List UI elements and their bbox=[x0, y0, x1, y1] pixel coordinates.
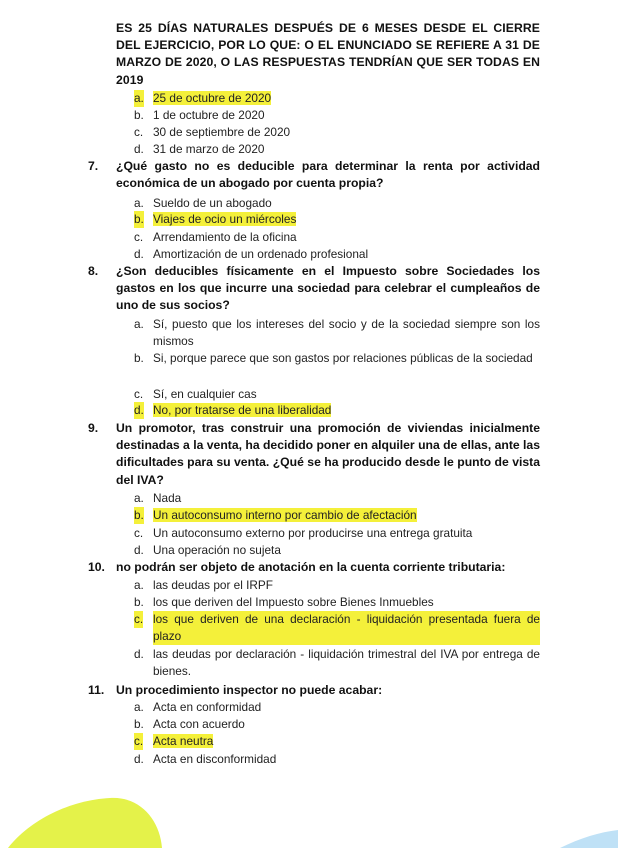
option-text: los que deriven del Impuesto sobre Bienes Inmuebles bbox=[153, 595, 434, 609]
option-letter: c. bbox=[134, 230, 144, 244]
option-letter: a. bbox=[134, 700, 144, 714]
option-letter: b. bbox=[134, 717, 144, 731]
q10-option-d bbox=[134, 646, 540, 680]
option-text: Un autoconsumo interno por cambio de afectación bbox=[153, 508, 417, 522]
question-text: ¿Son deducibles físicamente en el Impuesto sobre Sociedades los gastos en los que incurre una sociedad para celebrar el cumpleaños de uno de sus socios? bbox=[116, 264, 540, 313]
option-text: Sí, en cualquier cas bbox=[153, 387, 257, 401]
q10-option-b bbox=[134, 594, 540, 611]
q9-option-d bbox=[134, 542, 540, 559]
question-text: no podrán ser objeto de anotación en la cuenta corriente tributaria: bbox=[116, 560, 506, 574]
option-letter: c. bbox=[134, 125, 144, 139]
question-text: Un promotor, tras construir una promoción de viviendas inicialmente destinadas a la venta, ha decidido poner en alquiler una de ellas, ante las dificultades para su venta. ¿Qué se ha producido desde le punto de vista del IVA? bbox=[116, 421, 540, 487]
question-9 bbox=[88, 420, 540, 489]
option-text: Nada bbox=[153, 491, 182, 505]
question-number: 8. bbox=[88, 264, 99, 278]
q11-option-c bbox=[134, 733, 540, 750]
option-text: Sueldo de un abogado bbox=[153, 196, 272, 210]
option-letter: d. bbox=[134, 142, 144, 156]
q6-option-b bbox=[134, 107, 540, 124]
option-text: Acta en disconformidad bbox=[153, 752, 277, 766]
option-letter: a. bbox=[134, 317, 144, 331]
q8-option-d bbox=[134, 402, 540, 419]
option-letter: b. bbox=[134, 351, 144, 365]
blue-blob-decoration bbox=[560, 830, 618, 848]
option-letter: c. bbox=[134, 612, 144, 626]
q11-option-b bbox=[134, 716, 540, 733]
question-8 bbox=[88, 263, 540, 315]
decorative-shapes bbox=[0, 780, 618, 848]
q7-option-a bbox=[134, 195, 540, 212]
option-text: las deudas por el IRPF bbox=[153, 578, 273, 592]
option-text: 30 de septiembre de 2020 bbox=[153, 125, 291, 139]
q9-option-b bbox=[134, 507, 540, 524]
option-text: las deudas por declaración - liquidación trimestral del IVA por entrega de bienes. bbox=[153, 647, 540, 678]
option-text: Acta en conformidad bbox=[153, 700, 262, 714]
q6-option-d bbox=[134, 141, 540, 158]
option-letter: a. bbox=[134, 196, 144, 210]
q7-option-b bbox=[134, 211, 540, 228]
q10-option-c bbox=[134, 611, 540, 645]
option-letter: a. bbox=[134, 91, 144, 105]
q9-option-a bbox=[134, 490, 540, 507]
option-letter: b. bbox=[134, 108, 144, 122]
option-letter: d. bbox=[134, 403, 144, 417]
question-number: 7. bbox=[88, 159, 99, 173]
option-letter: d. bbox=[134, 752, 144, 766]
option-text: 1 de octubre de 2020 bbox=[153, 108, 265, 122]
option-letter: b. bbox=[134, 595, 144, 609]
q6-option-a bbox=[134, 90, 540, 107]
option-text: Amortización de un ordenado profesional bbox=[153, 247, 369, 261]
q11-option-a bbox=[134, 699, 540, 716]
question-text: Un procedimiento inspector no puede acabar: bbox=[116, 683, 383, 697]
question-7 bbox=[88, 158, 540, 192]
q9-option-c bbox=[134, 525, 540, 542]
option-text: 31 de marzo de 2020 bbox=[153, 142, 265, 156]
option-letter: a. bbox=[134, 578, 144, 592]
option-text: Una operación no sujeta bbox=[153, 543, 281, 557]
option-text: Un autoconsumo externo por producirse una entrega gratuita bbox=[153, 526, 473, 540]
q8-option-c bbox=[134, 386, 540, 403]
option-text: Si, porque parece que son gastos por relaciones públicas de la sociedad bbox=[153, 351, 533, 365]
question-text: ¿Qué gasto no es deducible para determinar la renta por actividad económica de un abogado por cuenta propia? bbox=[116, 159, 540, 191]
option-text: los que deriven de una declaración - liquidación presentada fuera de plazo bbox=[153, 612, 540, 643]
option-letter: d. bbox=[134, 647, 144, 661]
option-letter: d. bbox=[134, 543, 144, 557]
question-number: 9. bbox=[88, 421, 99, 435]
q8-option-a bbox=[134, 316, 540, 350]
option-text: No, por tratarse de una liberalidad bbox=[153, 403, 332, 417]
option-text: Viajes de ocio un miércoles bbox=[153, 212, 297, 226]
q8-option-b bbox=[134, 350, 540, 367]
q7-option-d bbox=[134, 246, 540, 263]
option-text: 25 de octubre de 2020 bbox=[153, 91, 272, 105]
intro-paragraph: ES 25 DÍAS NATURALES DESPUÉS DE 6 MESES DESDE EL CIERRE DEL EJERCICIO, POR LO QUE: O EL ENUNCIADO SE REFIERE A 31 DE MARZO DE 2020, O LAS RESPUESTAS TENDRÍAN QUE SER TODAS EN 2019 bbox=[116, 21, 540, 87]
option-letter: c. bbox=[134, 387, 144, 401]
q7-option-c bbox=[134, 229, 540, 246]
q6-option-c bbox=[134, 124, 540, 141]
option-letter: b. bbox=[134, 508, 144, 522]
green-blob-decoration bbox=[8, 798, 162, 848]
question-number: 10. bbox=[88, 560, 105, 574]
q11-option-d bbox=[134, 751, 540, 768]
option-letter: c. bbox=[134, 734, 144, 748]
option-text: Acta con acuerdo bbox=[153, 717, 245, 731]
option-letter: c. bbox=[134, 526, 144, 540]
question-number: 11. bbox=[88, 683, 105, 697]
option-text: Acta neutra bbox=[153, 734, 214, 748]
q10-option-a bbox=[134, 577, 540, 594]
option-text: Arrendamiento de la oficina bbox=[153, 230, 297, 244]
question-11 bbox=[88, 682, 540, 699]
option-letter: a. bbox=[134, 491, 144, 505]
question-10 bbox=[88, 559, 540, 576]
option-letter: d. bbox=[134, 247, 144, 261]
option-text: Sí, puesto que los intereses del socio y de la sociedad siempre son los mismos bbox=[153, 317, 540, 348]
option-letter: b. bbox=[134, 212, 144, 226]
